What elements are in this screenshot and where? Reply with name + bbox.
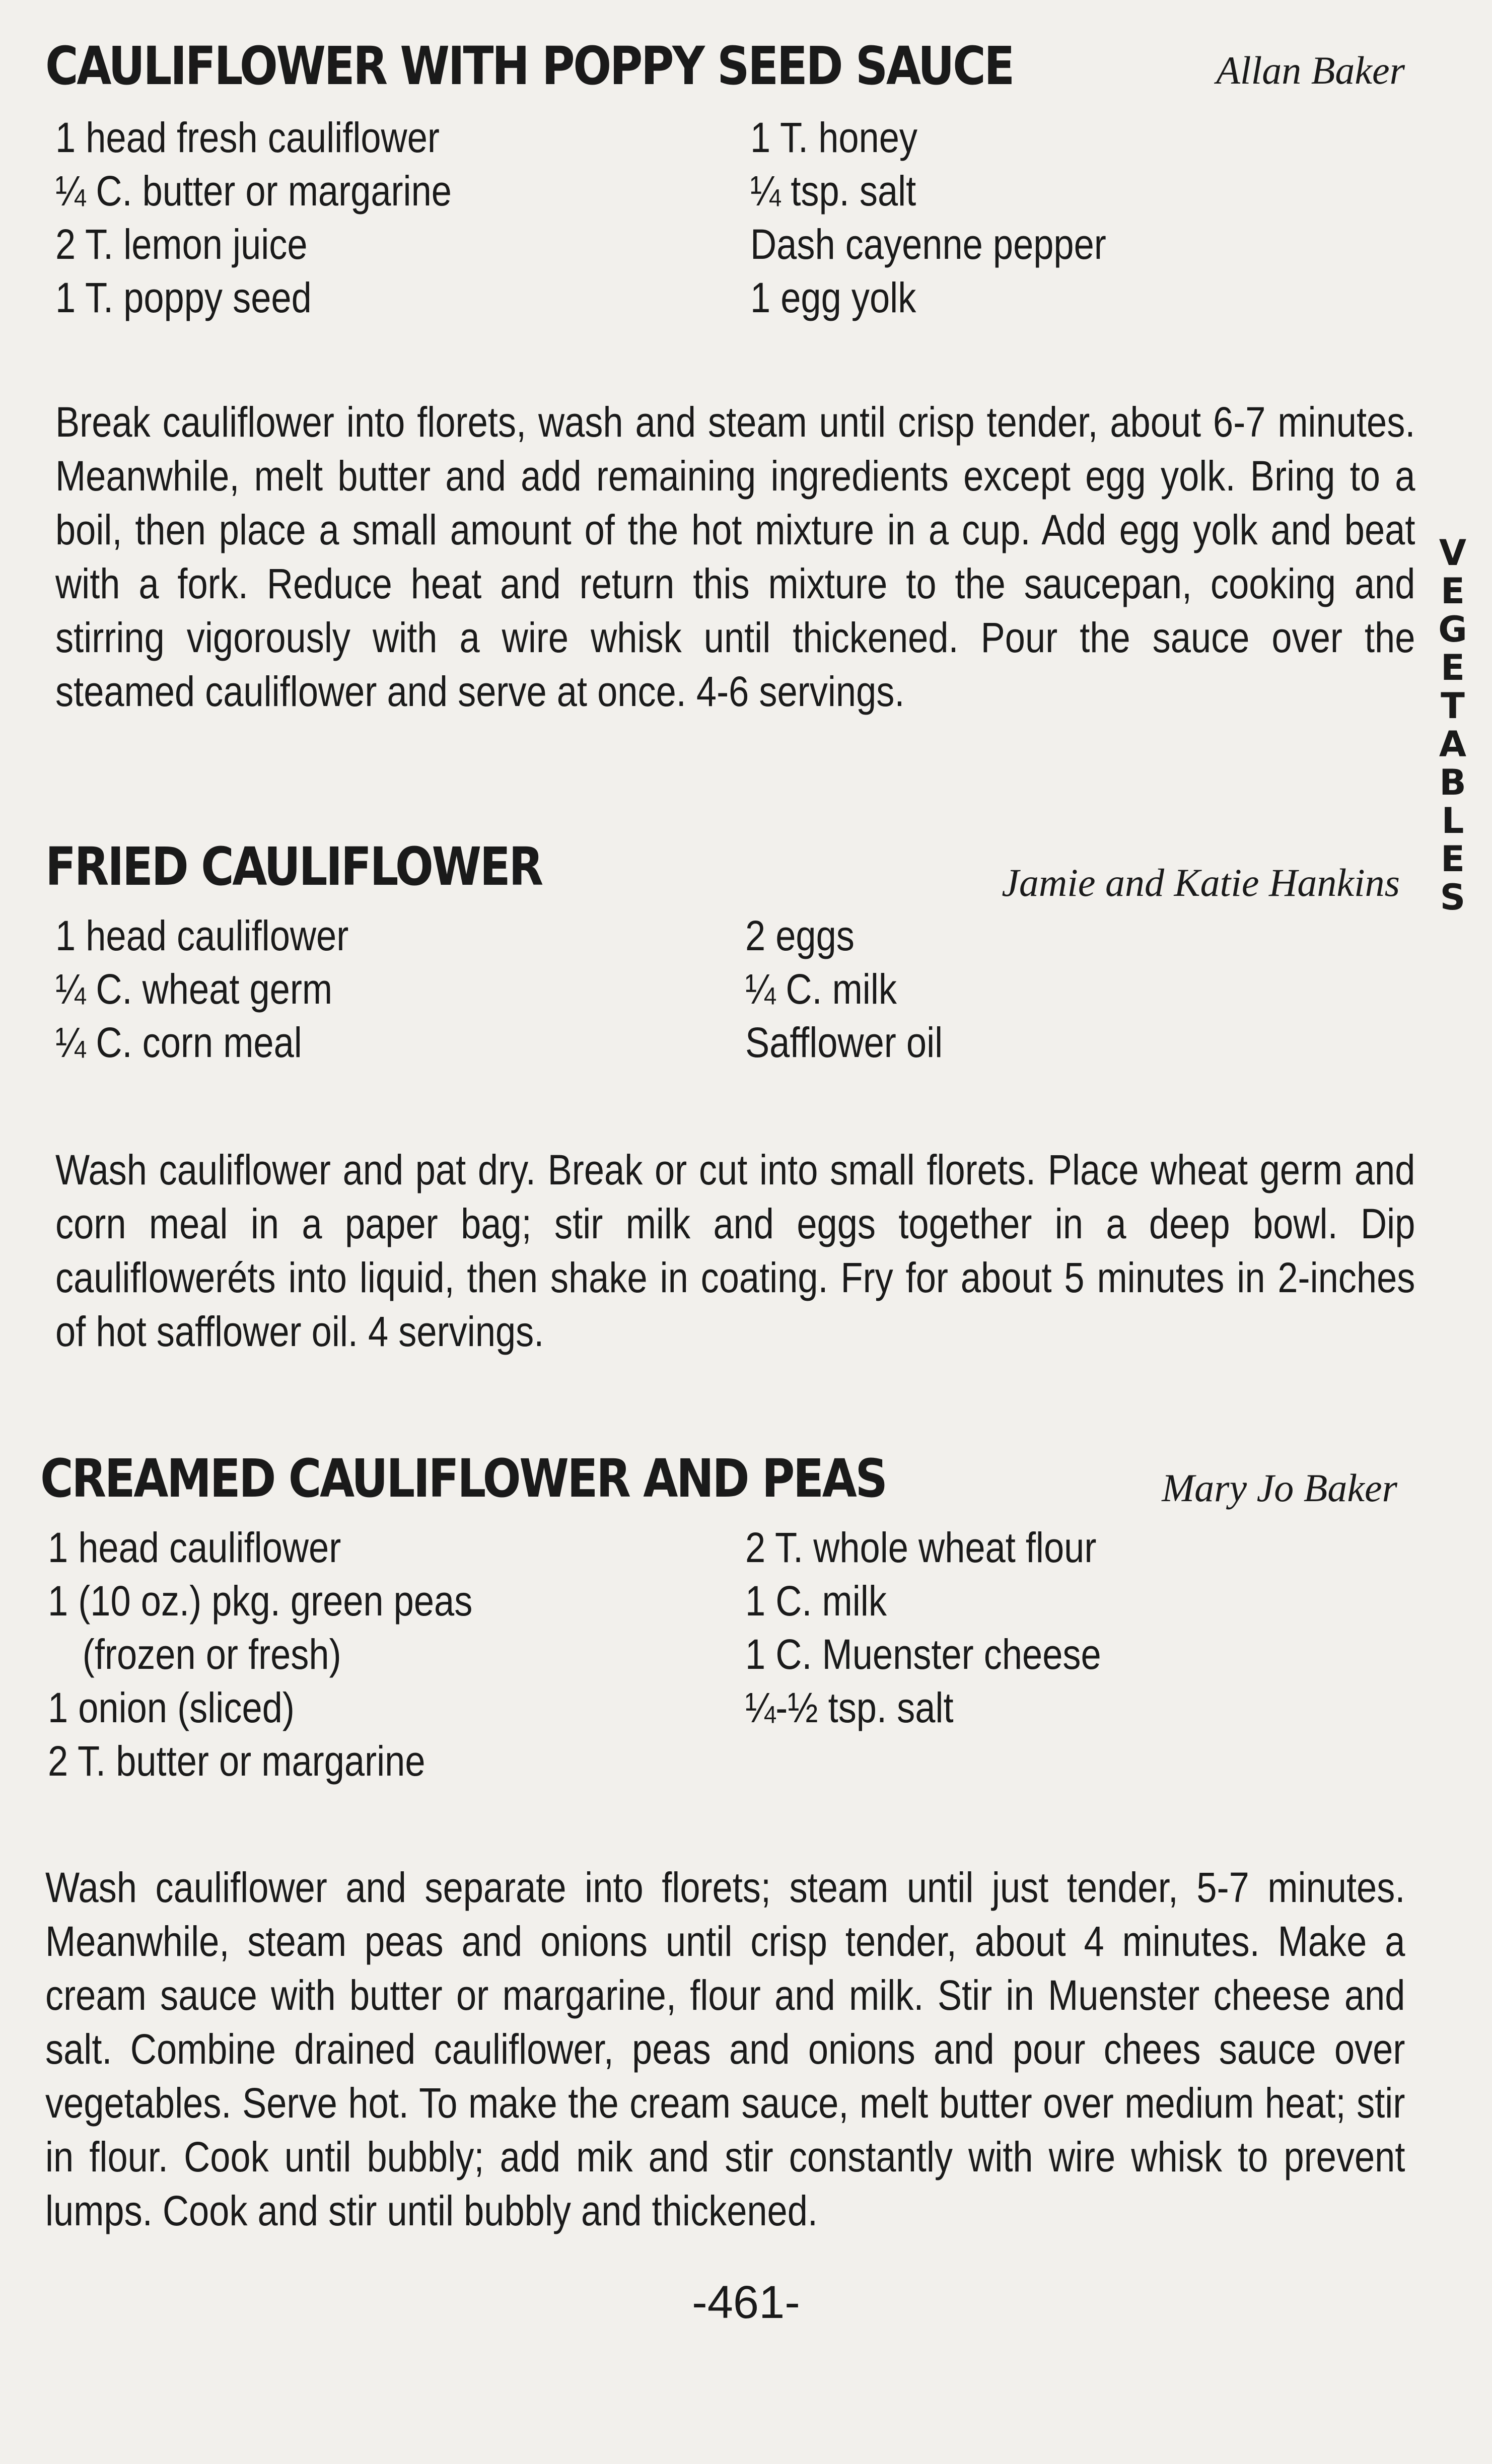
recipe-author: Jamie and Katie Hankins xyxy=(1002,861,1400,904)
ingredients-right-column xyxy=(745,909,1400,1069)
ingredient: 1 T. honey xyxy=(750,114,918,161)
ingredient: ¼ tsp. salt xyxy=(750,167,916,215)
tab-letter: E xyxy=(1441,571,1465,612)
recipe-directions xyxy=(55,1143,1415,1359)
ingredients-left-column xyxy=(48,1521,728,1788)
ingredient: (frozen or fresh) xyxy=(82,1631,341,1678)
ingredient: 1 head cauliflower xyxy=(55,912,349,959)
tab-letter: T xyxy=(1441,685,1465,727)
recipe-header xyxy=(45,30,1405,106)
ingredient: 2 eggs xyxy=(745,912,855,959)
ingredient: 1 onion (sliced) xyxy=(48,1684,295,1731)
recipe-cauliflower-poppy-seed xyxy=(45,30,1415,715)
ingredient: ¼-½ tsp. salt xyxy=(745,1684,954,1731)
tab-letter: L xyxy=(1441,800,1464,841)
ingredient: 1 head fresh cauliflower xyxy=(55,114,440,161)
recipe-directions xyxy=(45,1861,1405,2238)
recipe-header xyxy=(40,1443,1400,1518)
ingredients-left-column xyxy=(55,111,735,324)
ingredient: 1 head cauliflower xyxy=(48,1524,341,1571)
ingredient: 1 T. poppy seed xyxy=(55,274,312,321)
page-number: -461- xyxy=(692,2277,800,2328)
ingredient: 2 T. whole wheat flour xyxy=(745,1524,1097,1571)
ingredient: ¼ C. wheat germ xyxy=(55,965,333,1013)
tab-letter: B xyxy=(1439,762,1466,803)
section-tab-vegetables xyxy=(1433,534,1473,917)
ingredient: 2 T. lemon juice xyxy=(55,221,308,268)
tab-letter: E xyxy=(1441,838,1465,880)
recipe-author: Allan Baker xyxy=(1216,48,1405,92)
tab-letter: A xyxy=(1439,724,1467,765)
ingredients-left-column xyxy=(55,909,735,1069)
ingredient: 2 T. butter or margarine xyxy=(48,1737,425,1785)
recipe-fried-cauliflower xyxy=(45,831,1415,1355)
recipe-directions xyxy=(55,395,1415,719)
ingredient: Dash cayenne pepper xyxy=(750,221,1106,268)
directions-text: Wash cauliflower and pat dry. Break or cut into small florets. Place wheat germ and corn meal in a paper bag; stir milk and eggs together in a deep bowl. Dip caulifloweréts into liquid, then shake in coating. Fry for about 5 minutes in 2-inches of hot safflower oil. 4 servings. xyxy=(55,1146,1415,1355)
ingredient: 1 (10 oz.) pkg. green peas xyxy=(48,1577,473,1625)
ingredient: 1 C. Muenster cheese xyxy=(745,1631,1101,1678)
tab-letter: E xyxy=(1441,647,1465,688)
ingredient: 1 egg yolk xyxy=(750,274,916,321)
ingredient: ¼ C. butter or margarine xyxy=(55,167,452,215)
ingredient: ¼ C. milk xyxy=(745,965,897,1013)
tab-letter: S xyxy=(1440,877,1466,918)
directions-text: Wash cauliflower and separate into florets; steam until just tender, 5-7 minutes. Meanwhile, steam peas and onions until crisp tender, about 4 minutes. Make a cream sauce with butter or margarine, flour and milk. Stir in Muenster cheese and salt. Combine drained cauliflower, peas and onions and pour chees sauce over vegetables. Serve hot. To make the cream sauce, melt butter over medium heat; stir in flour. Cook until bubbly; add mik and stir constantly with wire whisk to prevent lumps. Cook and stir until bubbly and thickened. xyxy=(45,1864,1405,2234)
directions-text: Break cauliflower into florets, wash and steam until crisp tender, about 6-7 minutes. Meanwhile, melt butter and add remaining ingredients except egg yolk. Bring to a boil, then place a small amount of the hot mixture in a cup. Add egg yolk and beat with a fork. Reduce heat and return this mixture to the saucepan, cooking and stirring vigorously with a wire whisk until thickened. Pour the sauce over the steamed cauliflower and serve at once. 4-6 servings. xyxy=(55,398,1415,715)
recipe-title: CREAMED CAULIFLOWER AND PEAS xyxy=(40,1448,886,1509)
recipe-title: FRIED CAULIFLOWER xyxy=(45,836,542,897)
recipe-title: CAULIFLOWER WITH POPPY SEED SAUCE xyxy=(45,35,1013,97)
tab-letter: G xyxy=(1438,609,1467,650)
recipe-creamed-cauliflower-peas xyxy=(40,1443,1405,2234)
ingredient: Safflower oil xyxy=(745,1019,943,1066)
ingredients-right-column xyxy=(750,111,1405,324)
ingredients-right-column xyxy=(745,1521,1400,1734)
recipe-author: Mary Jo Baker xyxy=(1162,1466,1397,1510)
ingredient: 1 C. milk xyxy=(745,1577,887,1625)
tab-letter: V xyxy=(1439,532,1467,574)
recipe-header xyxy=(45,831,1405,906)
ingredient: ¼ C. corn meal xyxy=(55,1019,302,1066)
